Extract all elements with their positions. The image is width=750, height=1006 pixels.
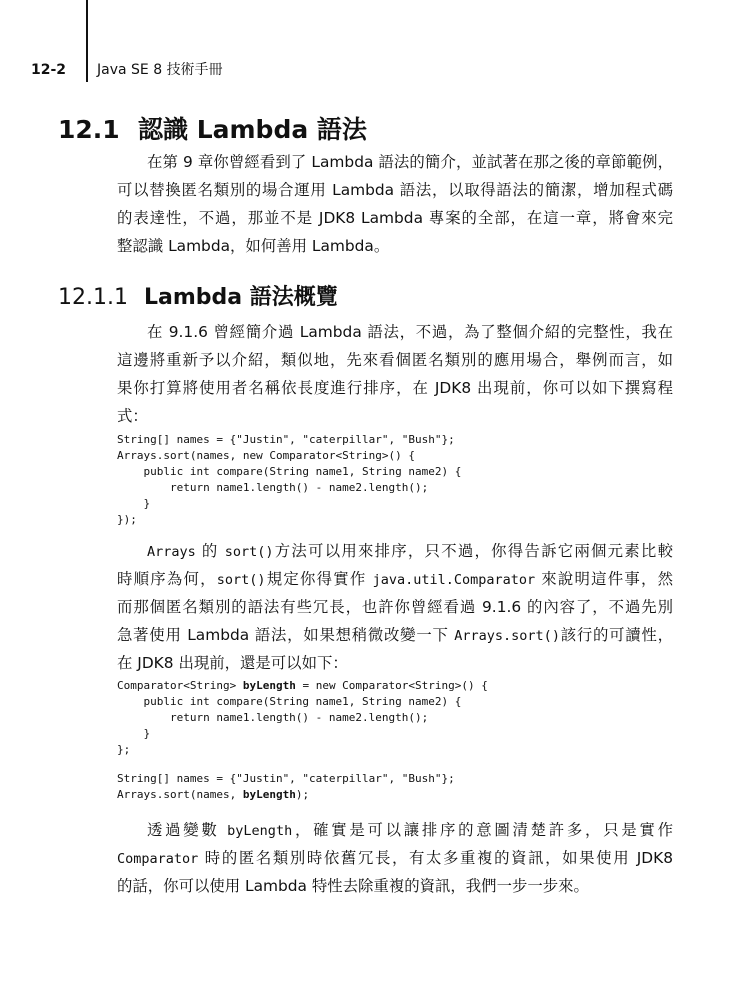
paragraph-line: 在 JDK8 出現前，還是可以如下： xyxy=(117,654,348,672)
section-number: 12.1 xyxy=(58,115,120,144)
text-run: 的 xyxy=(195,542,225,560)
code-block-sort-call xyxy=(117,771,677,803)
paragraph-intro xyxy=(117,148,673,260)
code-line: public int compare(String name1, String name2) { xyxy=(117,695,462,708)
inline-code: Comparator xyxy=(117,851,199,867)
code-highlight: byLength xyxy=(242,679,296,692)
text-run: ，確實是可以讓排序的意圖清楚許多，只是實作 xyxy=(292,821,673,839)
paragraph-line xyxy=(117,816,673,844)
paragraph-line: 整認識 Lambda，如何善用 Lambda。 xyxy=(117,237,390,255)
paragraph-line: 在 9.1.6 曾經簡介過 Lambda 語法，不過，為了整個介紹的完整性，我在 xyxy=(147,323,673,341)
text-run: 規定你得實作 xyxy=(265,570,373,588)
paragraph-line: 果你打算將使用者名稱依長度進行排序，在 JDK8 出現前，你可以如下撰寫程 xyxy=(117,379,673,397)
section-title: 認識 Lambda 語法 xyxy=(138,115,367,144)
subsection-heading xyxy=(58,282,338,314)
paragraph-overview xyxy=(117,318,673,430)
code-line: }); xyxy=(117,513,137,526)
code-run: Arrays.sort(names, xyxy=(117,788,243,801)
code-run: ); xyxy=(295,788,310,801)
code-line: } xyxy=(117,497,151,510)
subsection-number: 12.1.1 xyxy=(58,285,128,310)
page-number: 12-2 xyxy=(31,62,67,78)
code-line: String[] names = {"Justin", "caterpillar", "Bush"}; xyxy=(117,433,455,446)
text-run: 方法可以用來排序，只不過，你得告訴它兩個元素比較 xyxy=(273,542,673,560)
paragraph-line xyxy=(117,565,673,593)
inline-code: sort() xyxy=(224,544,274,560)
code-line: return name1.length() - name2.length(); xyxy=(117,711,429,724)
paragraph-line: 在第 9 章你曾經看到了 Lambda 語法的簡介，並試著在那之後的章節範例， xyxy=(147,153,673,171)
inline-code: Arrays.sort() xyxy=(454,628,560,644)
code-run: = new Comparator<String>() { xyxy=(295,679,488,692)
code-line: } xyxy=(117,727,151,740)
code-block-comparator-variable xyxy=(117,678,677,758)
text-run: 來說明這件事，然 xyxy=(535,570,673,588)
inline-code: Arrays xyxy=(147,544,196,560)
code-line: String[] names = {"Justin", "caterpillar", "Bush"}; xyxy=(117,772,455,785)
code-run: Comparator<String> xyxy=(117,679,243,692)
book-title: Java SE 8 技術手冊 xyxy=(97,62,223,78)
code-line: return name1.length() - name2.length(); xyxy=(117,481,429,494)
text-run: 時順序為何， xyxy=(117,570,217,588)
code-line xyxy=(117,788,309,801)
paragraph-line xyxy=(117,537,673,565)
code-line xyxy=(117,679,488,692)
code-block-anonymous-class xyxy=(117,432,677,528)
code-line: }; xyxy=(117,743,131,756)
paragraph-line: 的表達性，不過，那並不是 JDK8 Lambda 專案的全部，在這一章，將會來完 xyxy=(117,209,673,227)
text-run: 急著使用 Lambda 語法，如果想稍微改變一下 xyxy=(117,626,455,644)
paragraph-conclusion xyxy=(117,816,673,900)
paragraph-line: 這邊將重新予以介紹，類似地，先來看個匿名類別的應用場合，舉例而言，如 xyxy=(117,351,673,369)
paragraph-line: 可以替換匿名類別的場合運用 Lambda 語法，以取得語法的簡潔，增加程式碼 xyxy=(117,181,673,199)
paragraph-line: 的話，你可以使用 Lambda 特性去除重複的資訊，我們一步一步來。 xyxy=(117,877,589,895)
paragraph-line: 式： xyxy=(117,407,148,425)
paragraph-line xyxy=(117,844,673,872)
text-run: 時的匿名類別時依舊冗長，有太多重複的資訊，如果使用 JDK8 xyxy=(198,849,673,867)
text-run: 該行的可讀性， xyxy=(559,626,673,644)
code-line: public int compare(String name1, String name2) { xyxy=(117,465,462,478)
section-heading xyxy=(58,113,367,147)
paragraph-line: 而那個匿名類別的語法有些冗長，也許你曾經看過 9.1.6 的內容了，不過先別 xyxy=(117,598,673,616)
paragraph-line xyxy=(117,621,673,649)
inline-code: sort() xyxy=(216,572,266,588)
text-run: 透過變數 xyxy=(147,821,228,839)
paragraph-sort-explanation xyxy=(117,537,673,677)
header-rule xyxy=(86,0,88,82)
subsection-title: Lambda 語法概覽 xyxy=(144,285,338,310)
inline-code: java.util.Comparator xyxy=(372,572,536,588)
code-highlight: byLength xyxy=(242,788,296,801)
code-line: Arrays.sort(names, new Comparator<String>() { xyxy=(117,449,416,462)
inline-code: byLength xyxy=(227,823,293,839)
